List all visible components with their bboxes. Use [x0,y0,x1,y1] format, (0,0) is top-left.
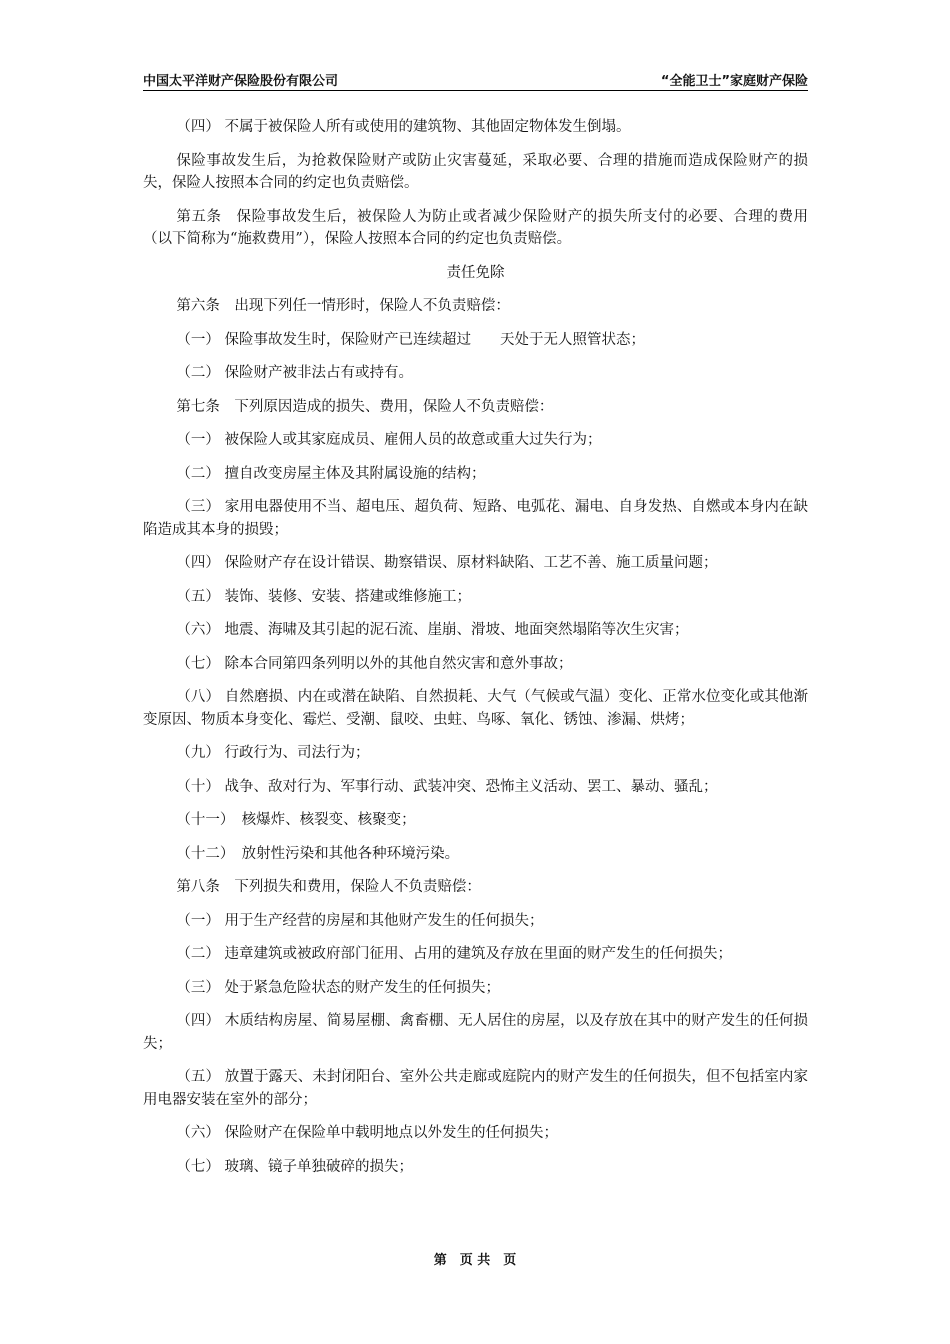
page-header [143,70,808,91]
paragraph: （十一） 核爆炸、核裂变、核聚变； [176,812,416,828]
paragraph: （一） 用于生产经营的房屋和其他财产发生的任何损失； [176,912,544,929]
paragraph: （八） 自然磨损、内在或潜在缺陷、自然损耗、大气（气候或气温）变化、正常水位变化或其他渐变原因、物质本身变化、霉烂、受潮、鼠咬、虫蛀、鸟啄、氧化、锈蚀、渗漏、烘烤； [143,689,808,728]
paragraph: （二） 违章建筑或被政府部门征用、占用的建筑及存放在里面的财产发生的任何损失； [176,946,732,962]
document-body [143,116,808,1189]
product-name: “全能卫士”家庭财产保险 [660,74,808,89]
paragraph: （六） 保险财产在保险单中载明地点以外发生的任何损失； [176,1125,558,1141]
paragraph: （六） 地震、海啸及其引起的泥石流、崖崩、滑坡、地面突然塌陷等次生灾害； [176,622,689,638]
section-heading: 责任免除 [446,264,505,281]
paragraph: （二） 保险财产被非法占有或持有。 [176,365,413,381]
page-footer [0,1249,950,1268]
paragraph: （三） 处于紧急危险状态的财产发生的任何损失； [176,979,500,996]
paragraph: （三） 家用电器使用不当、超电压、超负荷、短路、电弧花、漏电、自身发热、自燃或本身内在缺陷造成其本身的损毁； [143,499,808,538]
company-name: 中国太平洋财产保险股份有限公司 [143,74,339,89]
paragraph: （五） 放置于露天、未封闭阳台、室外公共走廊或庭院内的财产发生的任何损失，但不包括室内家用电器安装在室外的部分； [143,1069,808,1108]
page-number: 第 页 共 页 [433,1253,517,1268]
paragraph: （一） 被保险人或其家庭成员、雇佣人员的故意或重大过失行为； [176,432,602,448]
paragraph: （四） 木质结构房屋、简易屋棚、禽畜棚、无人居住的房屋，以及存放在其中的财产发生的任何损失； [143,1013,808,1052]
paragraph: （四） 不属于被保险人所有或使用的建筑物、其他固定物体发生倒塌。 [176,119,631,135]
paragraph: （四） 保险财产存在设计错误、勘察错误、原材料缺陷、工艺不善、施工质量问题； [176,555,718,571]
paragraph: （五） 装饰、装修、安装、搭建或维修施工； [176,588,471,605]
paragraph: （一） 保险事故发生时，保险财产已连续超过 天处于无人照管状态； [176,331,645,348]
paragraph: （七） 玻璃、镜子单独破碎的损失； [176,1158,413,1175]
paragraph: （九） 行政行为、司法行为； [176,745,370,761]
paragraph: 第五条 保险事故发生后，被保险人为防止或者减少保险财产的损失所支付的必要、合理的费用（以下简称为“施救费用”），保险人按照本合同的约定也负责赔偿。 [143,208,808,247]
paragraph: 保险事故发生后，为抢救保险财产或防止灾害蔓延，采取必要、合理的措施而造成保险财产的损失，保险人按照本合同的约定也负责赔偿。 [143,152,808,191]
paragraph: （十二） 放射性污染和其他各种环境污染。 [176,845,460,862]
paragraph: 第七条 下列原因造成的损失、费用，保险人不负责赔偿： [176,398,554,415]
paragraph: 第六条 出现下列任一情形时，保险人不负责赔偿： [176,298,510,314]
paragraph: 第八条 下列损失和费用，保险人不负责赔偿： [176,879,481,895]
paragraph: （七） 除本合同第四条列明以外的其他自然灾害和意外事故； [176,655,573,672]
paragraph: （二） 擅自改变房屋主体及其附属设施的结构； [176,465,486,482]
paragraph: （十） 战争、敌对行为、军事行动、武装冲突、恐怖主义活动、罢工、暴动、骚乱； [176,778,718,795]
